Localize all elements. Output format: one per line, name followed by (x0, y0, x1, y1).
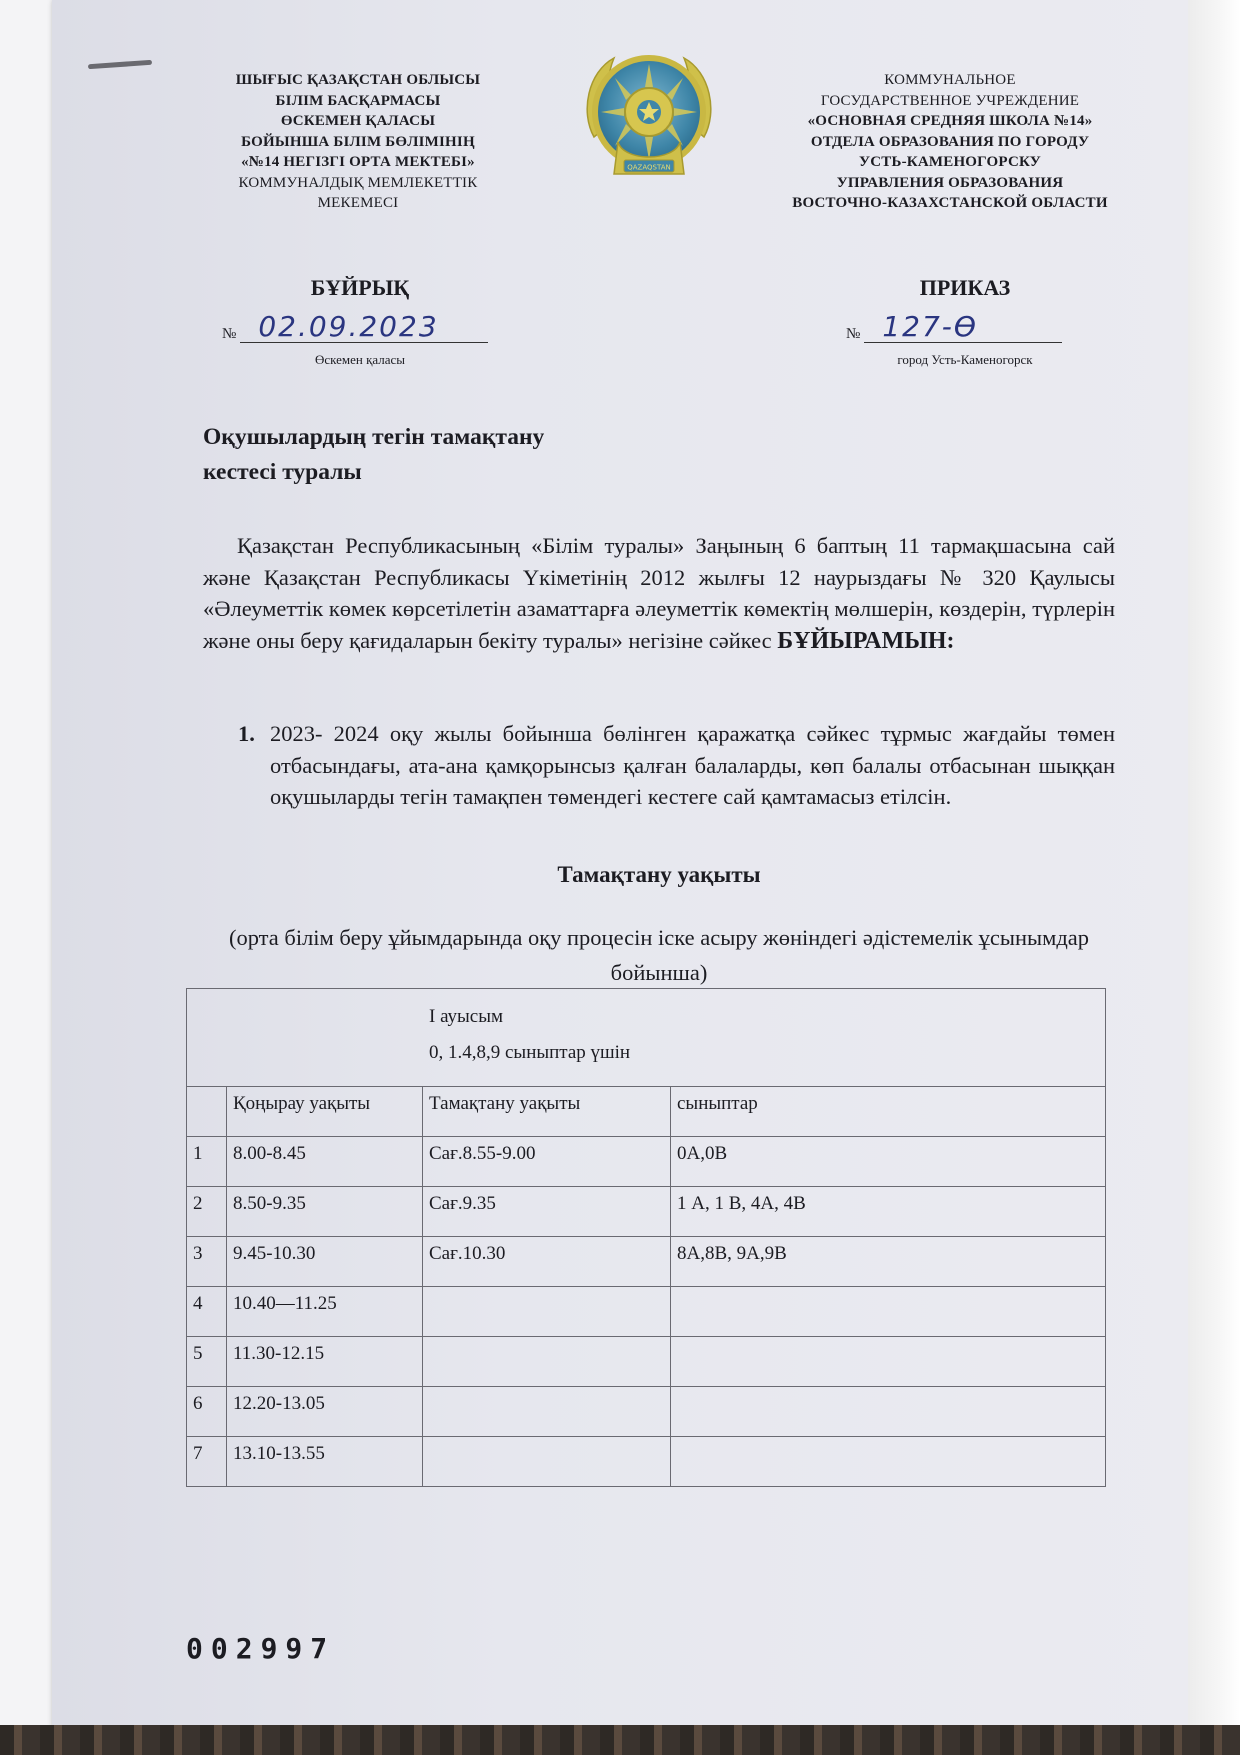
cell-meal-time: Сағ.8.55-9.00 (423, 1137, 671, 1187)
preamble-text: Қазақстан Республикасының «Білім туралы» Заңының 6 баптың 11 тармақшасына сай және Қазақстан Республикасы Үкіметінің 2012 жылғы 12 наурыздағы № 320 Қаулысы «Әлеуметтік көмек көрсетілетін азаматтарға әлеуметтік көмектің мөлшерін, көздерін, түрлерін және оны беру қағидаларын бекіту туралы» негізіне сәйкес (203, 533, 1115, 653)
header-right-line: ОТДЕЛА ОБРАЗОВАНИЯ ПО ГОРОДУ (810, 133, 1090, 150)
emblem-inscription: QAZAQSTAN (627, 163, 671, 172)
header-right-line: ГОСУДАРСТВЕННОЕ УЧРЕЖДЕНИЕ (820, 92, 1080, 109)
table-row (187, 1137, 1106, 1187)
order-number-ru (846, 312, 1062, 343)
cell-lesson-number: 1 (187, 1137, 227, 1187)
cell-bell-time: 8.00-8.45 (227, 1137, 423, 1187)
cell-meal-time (423, 1337, 671, 1387)
cell-meal-time (423, 1287, 671, 1337)
header-russian-institution (760, 70, 1140, 214)
header-left-line: ӨСКЕМЕН ҚАЛАСЫ (280, 113, 436, 129)
shift-cell (187, 989, 1106, 1087)
table-row (187, 1387, 1106, 1437)
table-header-row (187, 1087, 1106, 1137)
header-left-line: БІЛІМ БАСҚАРМАСЫ (275, 92, 441, 109)
order-number-kz (222, 312, 488, 343)
header-cell: сыныптар (671, 1087, 1106, 1137)
cell-lesson-number: 3 (187, 1237, 227, 1287)
table-shift-row (187, 989, 1106, 1087)
order-number-handwritten: 127-Ө (864, 312, 1062, 343)
document-title (203, 420, 544, 490)
table-row (187, 1437, 1106, 1487)
header-right-line: УСТЬ-КАМЕНОГОРСКУ (859, 154, 1041, 170)
order-label-kz: БҰЙРЫҚ (310, 275, 410, 300)
table-row (187, 1337, 1106, 1387)
schedule-subtitle: (орта білім беру ұйымдарында оқу процесін іске асыру жөніндегі әдістемелік ұсынымдар бойынша) (228, 925, 1090, 985)
state-emblem-icon (574, 42, 724, 192)
document-serial-number: 002997 (186, 1632, 336, 1665)
header-right-line: ВОСТОЧНО-КАЗАХСТАНСКОЙ ОБЛАСТИ (792, 195, 1108, 211)
header-left-line: КОММУНАЛДЫҚ МЕМЛЕКЕТТІК (238, 174, 478, 191)
header-cell: Қоңырау уақыты (227, 1087, 423, 1137)
city-kz: Өскемен қаласы (314, 352, 406, 367)
title-line: кестесі туралы (203, 459, 362, 485)
header-cell (187, 1087, 227, 1137)
order-label-ru: ПРИКАЗ (919, 275, 1011, 300)
cell-meal-time (423, 1437, 671, 1487)
schedule-title: Тамақтану уақыты (557, 862, 761, 887)
cell-bell-time: 8.50-9.35 (227, 1187, 423, 1237)
cell-lesson-number: 6 (187, 1387, 227, 1437)
header-left-line: ШЫҒЫС ҚАЗАҚСТАН ОБЛЫСЫ (235, 72, 481, 88)
cell-bell-time: 9.45-10.30 (227, 1237, 423, 1287)
background-table-surface (0, 1725, 1240, 1755)
meal-schedule-table (186, 988, 1106, 1487)
header-kazakh-institution (208, 70, 508, 214)
cell-lesson-number: 5 (187, 1337, 227, 1387)
cell-bell-time: 12.20-13.05 (227, 1387, 423, 1437)
cell-classes: 0А,0В (671, 1137, 1106, 1187)
header-right-line: УПРАВЛЕНИЯ ОБРАЗОВАНИЯ (836, 174, 1064, 191)
cell-bell-time: 13.10-13.55 (227, 1437, 423, 1487)
city-ru: город Усть-Каменогорск (897, 352, 1033, 367)
order-item-1 (238, 718, 1115, 813)
cell-lesson-number: 7 (187, 1437, 227, 1487)
cell-classes (671, 1287, 1106, 1337)
cell-meal-time: Сағ.9.35 (423, 1187, 671, 1237)
item-number: 1. (238, 721, 255, 746)
cell-classes: 8А,8В, 9А,9В (671, 1237, 1106, 1287)
cell-bell-time: 11.30-12.15 (227, 1337, 423, 1387)
command-word: БҰЙЫРАМЫН: (777, 627, 955, 654)
title-line: Оқушылардың тегін тамақтану (203, 424, 545, 450)
header-cell: Тамақтану уақыты (423, 1087, 671, 1137)
cell-meal-time (423, 1387, 671, 1437)
number-prefix: № (222, 326, 237, 342)
header-left-line: МЕКЕМЕСІ (317, 195, 399, 211)
cell-lesson-number: 2 (187, 1187, 227, 1237)
header-left-line: БОЙЫНША БІЛІМ БӨЛІМІНІҢ (241, 133, 475, 150)
cell-lesson-number: 4 (187, 1287, 227, 1337)
cell-meal-time: Сағ.10.30 (423, 1237, 671, 1287)
item-text: 2023- 2024 оқу жылы бойынша бөлінген қаражатқа сәйкес тұрмыс жағдайы төмен отбасындағы, ата-ана қамқорынсыз қалған балаларды, көп балалы отбасынан шыққан оқушыларды тегін тамақпен төмендегі кестеге сай қамтамасыз етілсін. (270, 721, 1115, 809)
preamble-paragraph (203, 530, 1115, 657)
cell-classes (671, 1337, 1106, 1387)
cell-bell-time: 10.40—11.25 (227, 1287, 423, 1337)
header-right-line: «ОСНОВНАЯ СРЕДНЯЯ ШКОЛА №14» (807, 113, 1093, 129)
table-row (187, 1237, 1106, 1287)
background-left-edge (0, 0, 52, 1755)
number-prefix: № (846, 326, 861, 342)
background-right-edge (1188, 0, 1240, 1755)
table-row (187, 1187, 1106, 1237)
cell-classes (671, 1387, 1106, 1437)
cell-classes: 1 А, 1 В, 4А, 4В (671, 1187, 1106, 1237)
header-left-line: «№14 НЕГІЗГІ ОРТА МЕКТЕБІ» (241, 154, 475, 170)
cell-classes (671, 1437, 1106, 1487)
shift-classes: 0, 1.4,8,9 сыныптар үшін (429, 1042, 631, 1063)
shift-label: I ауысым (429, 1006, 504, 1027)
header-right-line: КОММУНАЛЬНОЕ (884, 72, 1016, 88)
order-date-handwritten: 02.09.2023 (240, 312, 488, 343)
table-row (187, 1287, 1106, 1337)
